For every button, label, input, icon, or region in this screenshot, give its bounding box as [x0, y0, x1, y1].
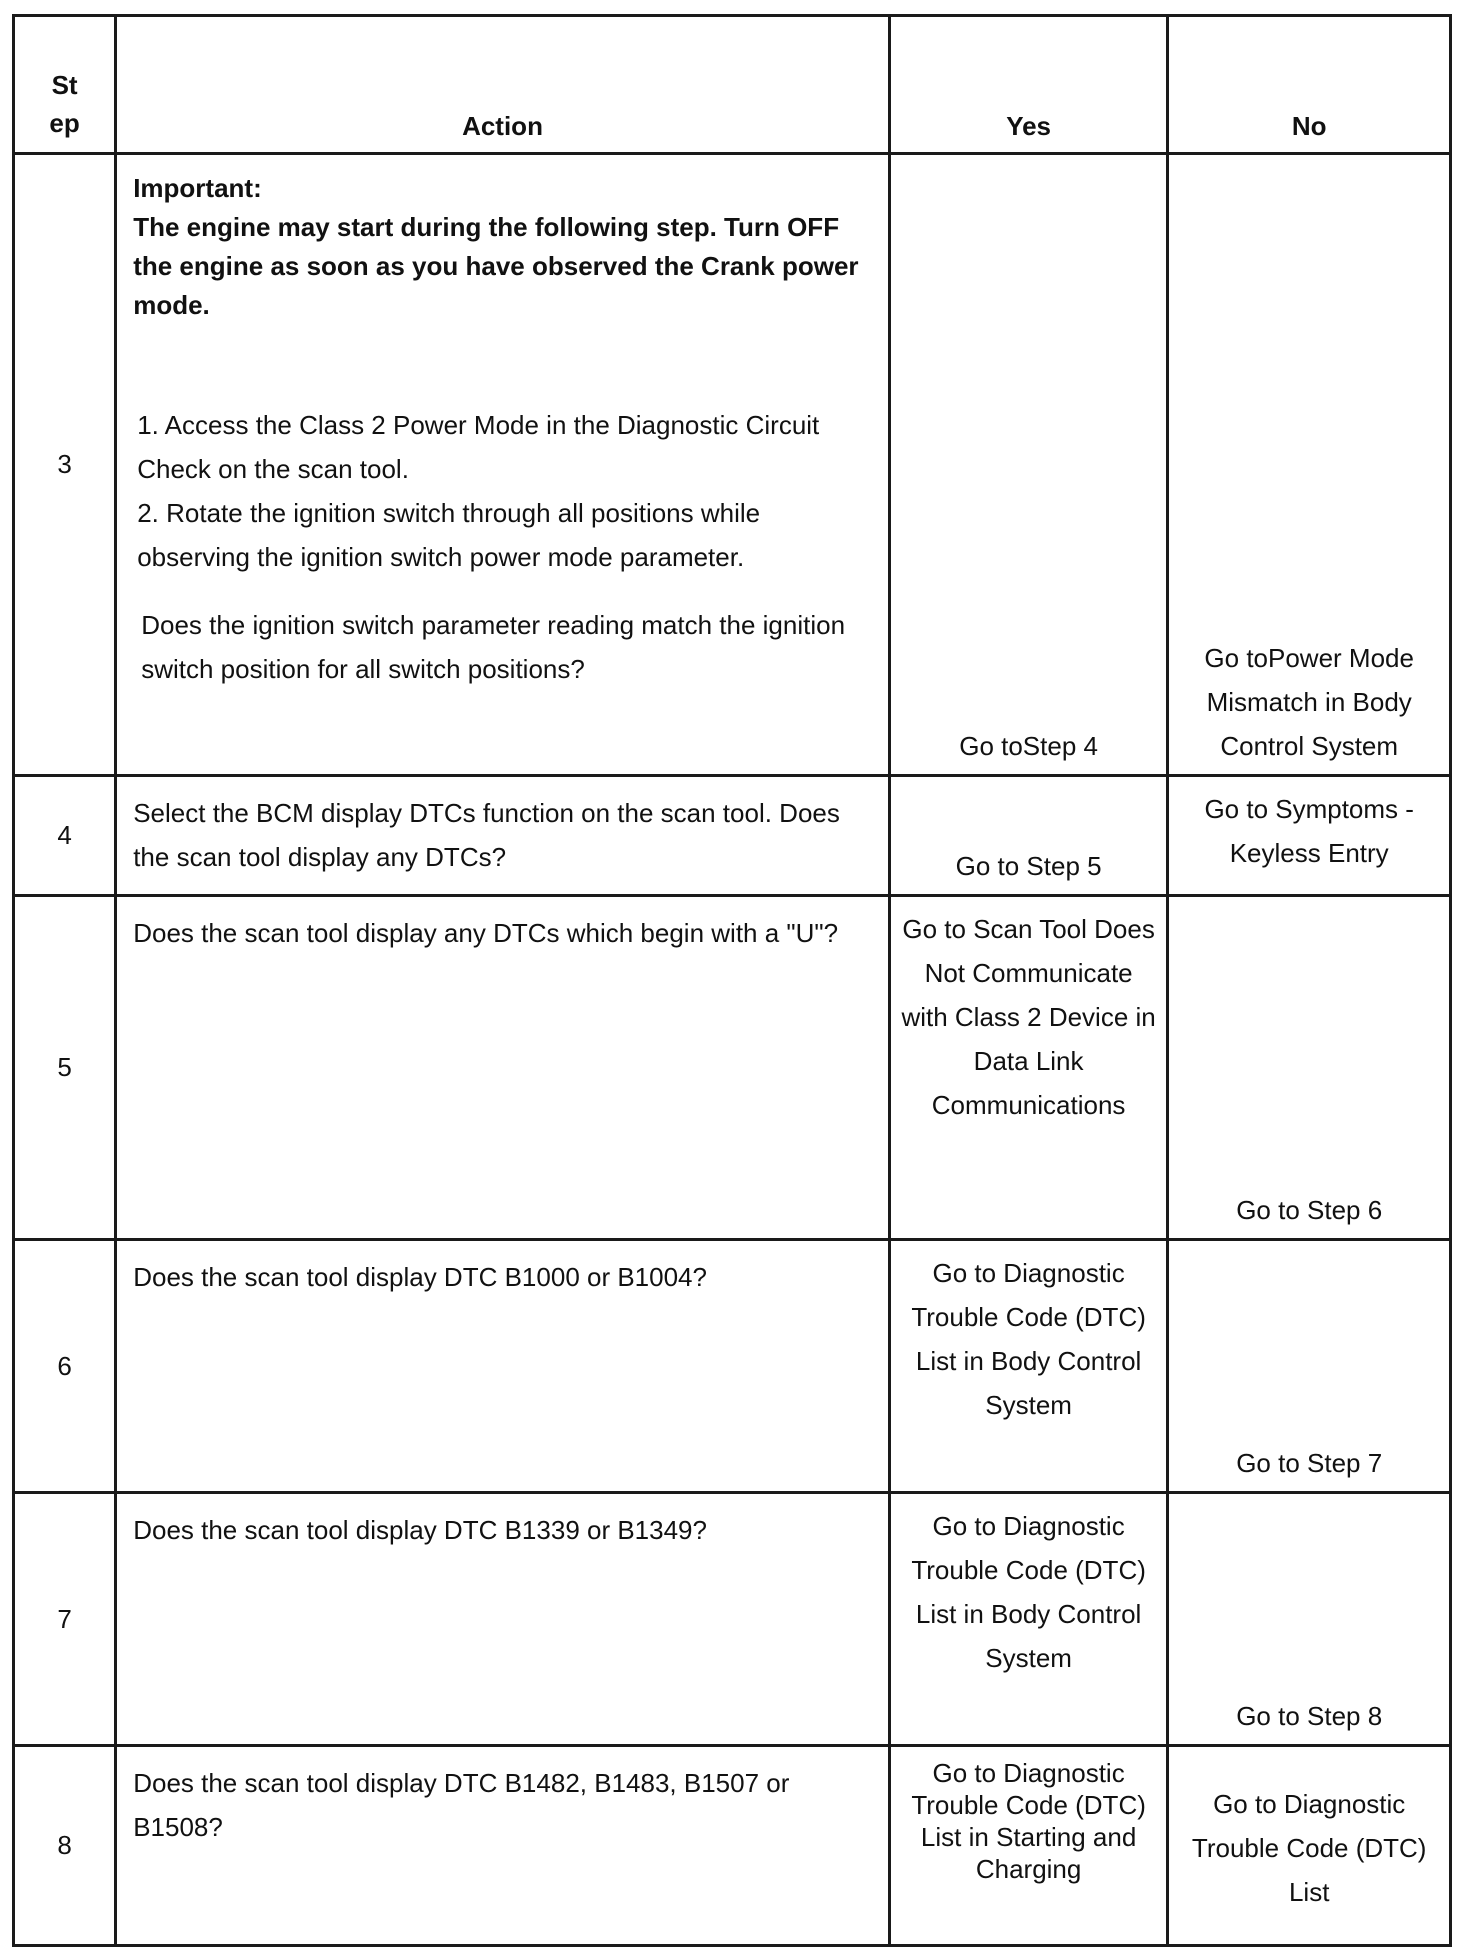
- table-row: [14, 1240, 1451, 1493]
- important-note: [133, 169, 872, 325]
- table-row: [14, 1746, 1451, 1946]
- action-cell: [116, 154, 890, 776]
- action-cell: Does the scan tool display any DTCs which begin with a "U"?: [116, 896, 890, 1240]
- step-number: 3: [14, 154, 116, 776]
- header-step-line2: ep: [49, 108, 80, 138]
- step-number: 8: [14, 1746, 116, 1946]
- header-no: No: [1168, 16, 1451, 154]
- table-row: [14, 154, 1451, 776]
- action-cell: Does the scan tool display DTC B1000 or B1004?: [116, 1240, 890, 1493]
- no-cell: Go to Symptoms - Keyless Entry: [1168, 776, 1451, 896]
- action-cell: Does the scan tool display DTC B1482, B1483, B1507 or B1508?: [116, 1746, 890, 1946]
- yes-cell: Go to Step 5: [889, 776, 1168, 896]
- step-number: 5: [14, 896, 116, 1240]
- no-cell: Go to Step 6: [1168, 896, 1451, 1240]
- action-item: 2. Rotate the ignition switch through all positions while observing the ignition switch power mode parameter.: [137, 498, 761, 572]
- important-label: Important:: [133, 173, 262, 203]
- step-number: 4: [14, 776, 116, 896]
- yes-cell: Go to Scan Tool Does Not Communicate with Class 2 Device in Data Link Communications: [889, 896, 1168, 1240]
- action-item: 1. Access the Class 2 Power Mode in the Diagnostic Circuit Check on the scan tool.: [137, 410, 820, 484]
- yes-cell: Go toStep 4: [889, 154, 1168, 776]
- header-action: Action: [116, 16, 890, 154]
- table-row: [14, 1493, 1451, 1746]
- no-cell: Go toPower Mode Mismatch in Body Control System: [1168, 154, 1451, 776]
- important-text: The engine may start during the following step. Turn OFF the engine as soon as you have observed the Crank power mode.: [133, 212, 859, 320]
- yes-cell: Go to Diagnostic Trouble Code (DTC) List in Body Control System: [889, 1240, 1168, 1493]
- no-cell: Go to Step 7: [1168, 1240, 1451, 1493]
- action-cell: Does the scan tool display DTC B1339 or B1349?: [116, 1493, 890, 1746]
- yes-cell: Go to Diagnostic Trouble Code (DTC) List in Starting and Charging: [889, 1746, 1168, 1946]
- header-step: [14, 16, 116, 154]
- yes-cell: Go to Diagnostic Trouble Code (DTC) List in Body Control System: [889, 1493, 1168, 1746]
- no-cell: Go to Step 8: [1168, 1493, 1451, 1746]
- header-row: [14, 16, 1451, 154]
- step-number: 7: [14, 1493, 116, 1746]
- diagnostic-table: [12, 14, 1452, 1947]
- step-number: 6: [14, 1240, 116, 1493]
- action-question: Does the ignition switch parameter reading match the ignition switch position for all switch positions?: [141, 610, 846, 684]
- header-yes: Yes: [889, 16, 1168, 154]
- table-row: [14, 896, 1451, 1240]
- header-step-line1: St: [51, 70, 78, 100]
- action-cell: Select the BCM display DTCs function on the scan tool. Does the scan tool display any DTCs?: [116, 776, 890, 896]
- no-cell: Go to Diagnostic Trouble Code (DTC) List: [1168, 1746, 1451, 1946]
- table-row: [14, 776, 1451, 896]
